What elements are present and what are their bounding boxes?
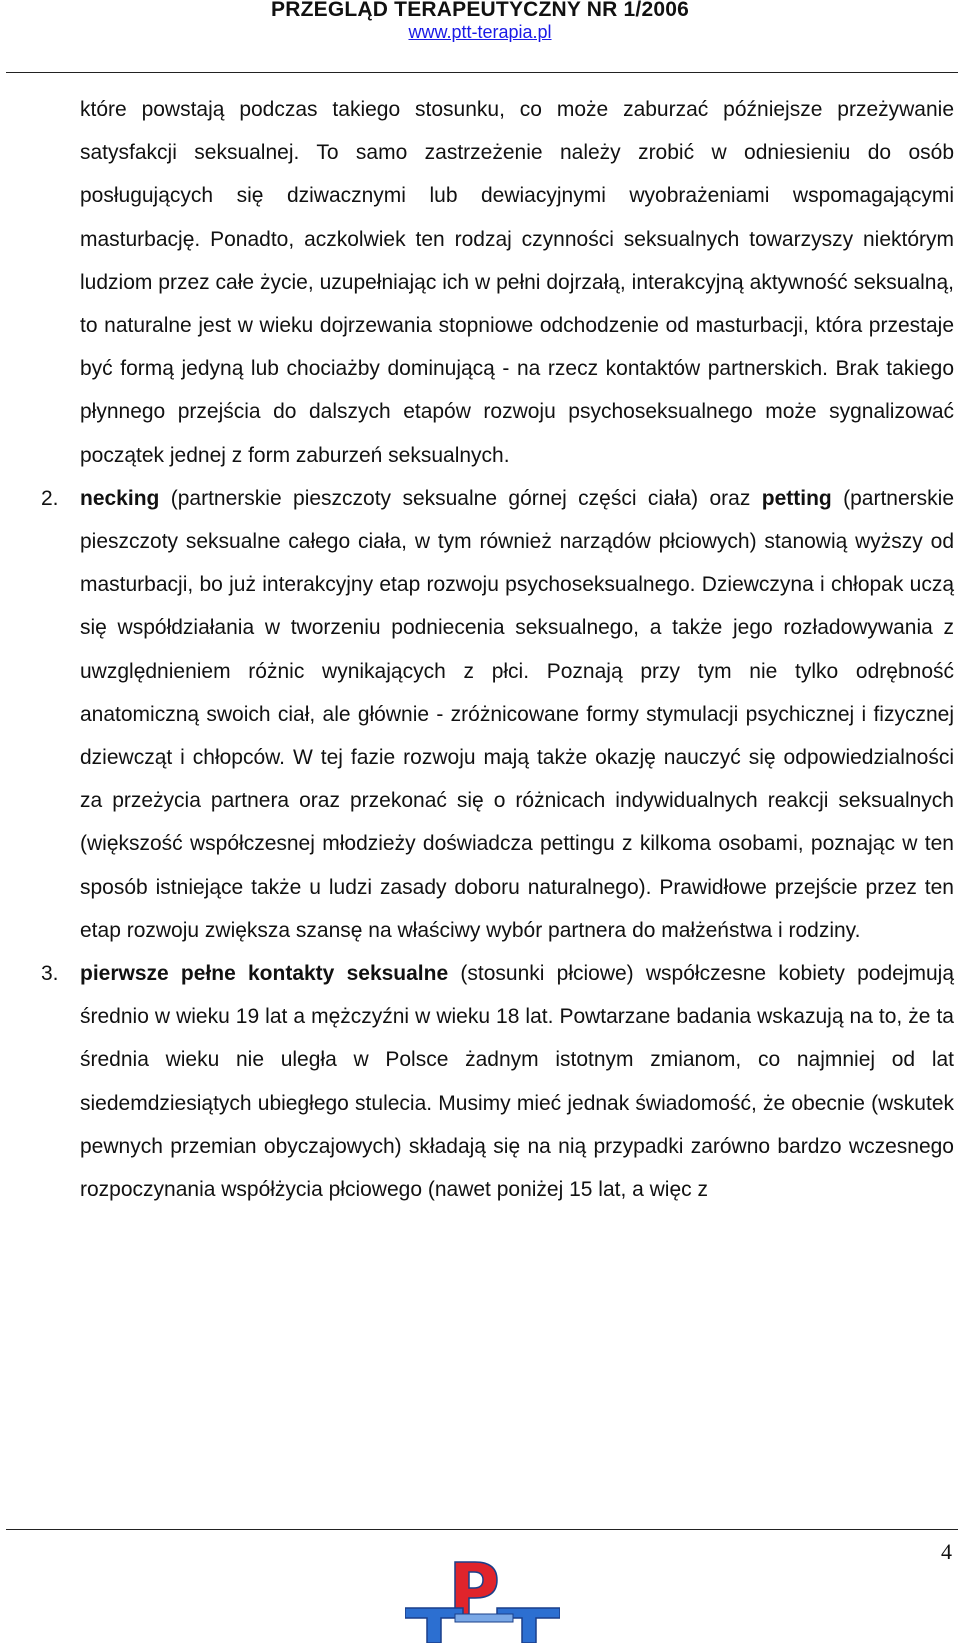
journal-website-link[interactable]: www.ptt-terapia.pl (408, 22, 552, 42)
logo-letter-t-left (405, 1608, 463, 1643)
intro-paragraph: które powstają podczas takiego stosunku, co może zaburzać późniejsze przeżywanie satysfakcji seksualnej. To samo zastrzeżenie należy zrobić w odniesieniu do osób posługujących się dziwacznymi lub dewiacyjnymi wyobrażeniami wspomagającymi masturbację. Ponadto, aczkolwiek ten rodzaj czynności seksualnych towarzyszy niektórym ludziom przez całe życie, uzupełniając ich w pełni dojrzałą, interakcyjną aktywność seksualną, to naturalne jest w wieku dojrzewania stopniowe odchodzenie od masturbacji, która przestaje być formą jedyną lub chociażby dominującą - na rzecz kontaktów partnerskich. Brak takiego płynnego przejścia do dalszych etapów rozwoju psychoseksualnego może sygnalizować początek jednej z form zaburzeń seksualnych. (80, 98, 954, 467)
ptt-logo-icon (405, 1556, 560, 1643)
list-number: 2. (41, 486, 59, 510)
article-body (41, 88, 955, 1211)
list-number: 3. (41, 962, 59, 986)
term-petting: petting (761, 486, 832, 510)
petting-description: (partnerskie pieszczoty seksualne całego ciała, w tym również narządów płciowych) stanowią wyższy od masturbacji, bo już interakcyjny etap rozwoju psychoseksualnego. Dziewczyna i chłopak uczą się współdziałania w tworzeniu podniecenia seksualnego, a także jego rozładowywania z uwzględnieniem różnic wynikających z płci. Poznają przy tym nie tylko odrębność anatomiczną swoich ciał, ale głównie - zróżnicowane formy stymulacji psychicznej i fizycznej dziewcząt i chłopców. W tej fazie rozwoju mają także okazję nauczyć się odpowiedzialności za przeżycia partnera oraz przekonać się o różnicach indywidualnych reakcji seksualnych (większość współczesnej młodzieży doświadcza pettingu z kilkoma osobami, poznając w ten sposób istniejące także u ludzi zasady doboru naturalnego). Prawidłowe przejście przez ten etap rozwoju zwiększa szansę na właściwy wybór partnera do małżeństwa i rodziny. (80, 486, 955, 942)
list-item-first-intercourse (41, 952, 954, 1211)
list-item-text (80, 952, 954, 1211)
journal-title: PRZEGLĄD TERAPEUTYCZNY NR 1/2006 (271, 0, 689, 21)
page-header (0, 0, 960, 43)
page-number: 4 (941, 1539, 952, 1564)
logo-bar (455, 1614, 513, 1622)
first-contacts-description: (stosunki płciowe) współczesne kobiety podejmują średnio w wieku 19 lat a mężczyźni w wieku 18 lat. Powtarzane badania wskazują na to, że ta średnia wieku nie uległa w Polsce żadnym istotnym zmianom, co najmniej od lat siedemdziesiątych ubiegłego stulecia. Musimy mieć jednak świadomość, że obecnie (wskutek pewnych przemian obyczajowych) składają się na nią przypadki zarówno bardzo wczesnego rozpoczynania współżycia płciowego (nawet poniżej 15 lat, a więc z (80, 962, 954, 1202)
necking-description: (partnerskie pieszczoty seksualne górnej części ciała) oraz (159, 486, 762, 510)
term-first-contacts: pierwsze pełne kontakty seksualne (80, 962, 449, 986)
term-necking: necking (80, 486, 160, 510)
header-divider (6, 72, 958, 73)
logo-letter-t-right (497, 1608, 560, 1643)
list-item-text (80, 477, 954, 952)
list-item-necking-petting (41, 477, 955, 952)
footer-divider (6, 1529, 958, 1530)
